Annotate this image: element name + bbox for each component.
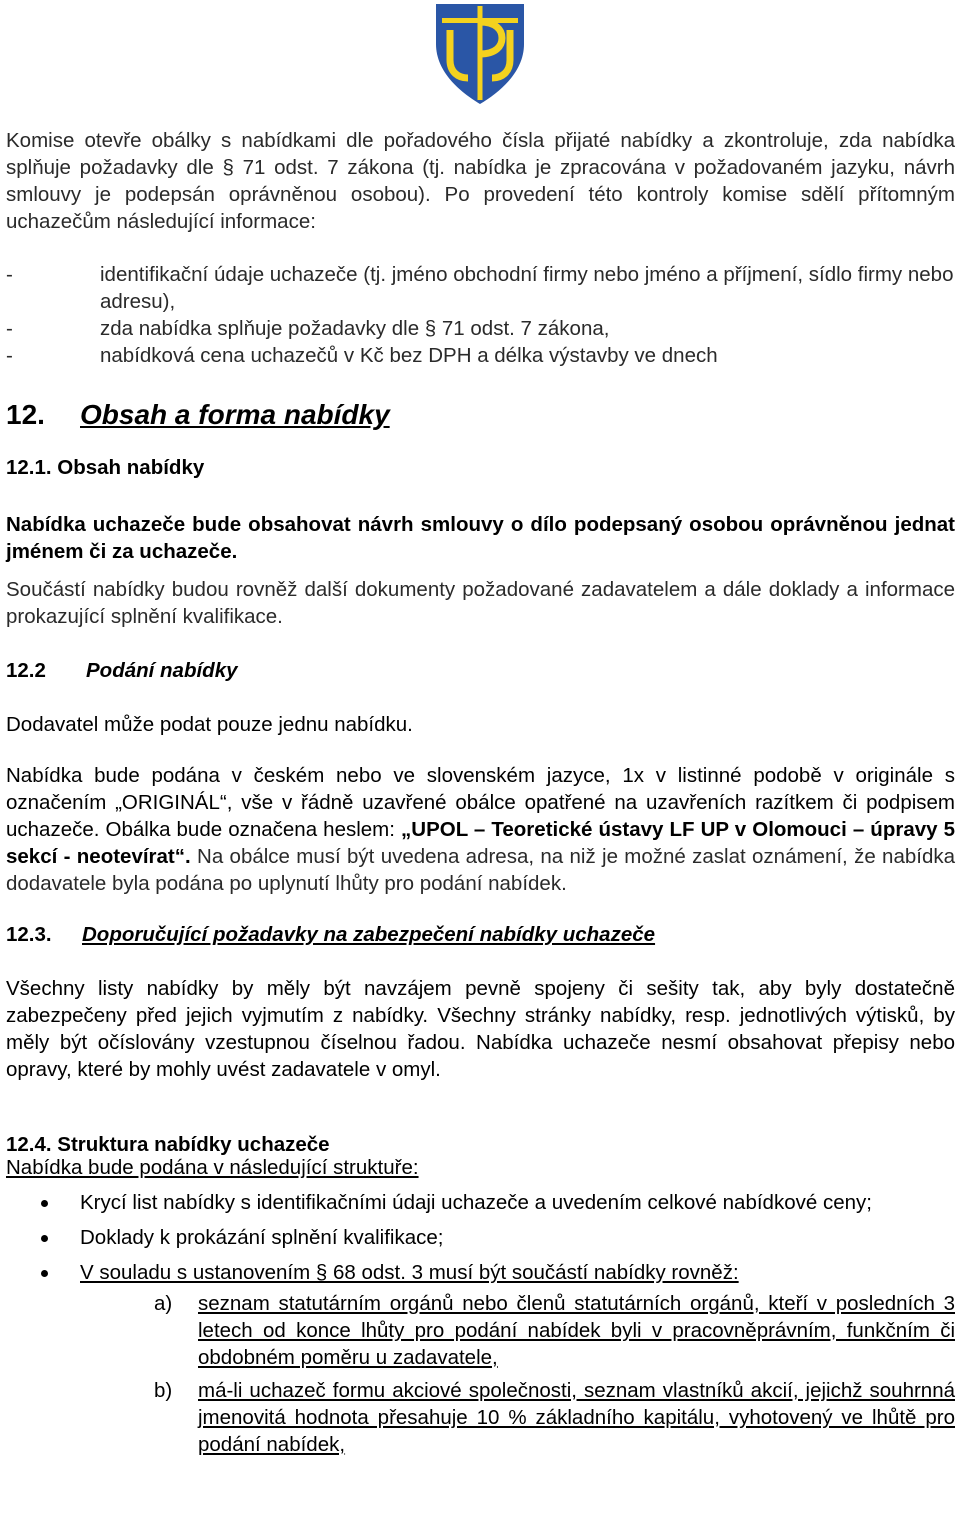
- intro-line-3: v požadovaném jazyku, návrh smlouvy je podepsán oprávněnou osobou). Po provedení této: [6, 156, 955, 206]
- bullet-icon: [41, 1270, 48, 1277]
- one-offer-paragraph: Dodavatel může podat pouze jednu nabídku.: [6, 713, 413, 736]
- list-item-text: zda nabídka splňuje požadavky dle § 71 odst. 7 zákona,: [100, 317, 610, 340]
- section-number: 12.: [6, 399, 45, 430]
- list-item: Krycí list nabídky s identifikačními údaji uchazeče a uvedením celkové nabídkové ceny;: [6, 1189, 955, 1216]
- section-12-4-heading: 12.4. Struktura nabídky uchazeče: [6, 1133, 330, 1156]
- bullet-icon: [41, 1235, 48, 1242]
- university-logo-icon: [430, 0, 530, 106]
- section-12-1-heading: 12.1. Obsah nabídky: [6, 456, 205, 479]
- info-dash-list: [6, 261, 955, 369]
- section-12-3-heading: 12.3. Doporučující požadavky na zabezpečení nabídky uchazeče: [6, 923, 656, 946]
- list-item: Doklady k prokázání splnění kvalifikace;: [6, 1224, 955, 1251]
- structure-intro: Nabídka bude podána v následující struktuře:: [6, 1156, 419, 1179]
- intro-paragraph: [6, 127, 955, 235]
- sub-item-list: [6, 1290, 955, 1458]
- bullet-icon: [41, 1200, 48, 1207]
- list-item: b) má-li uchazeč formu akciové společnosti, seznam vlastníků akcií, jejichž souhrnná jmenovitá hodnota přesahuje 10 % základního kapitálu, vyhotovený ve lhůtě pro podání nabídek,: [154, 1379, 955, 1456]
- structure-bullet-list: [6, 1189, 955, 1286]
- list-item-text: nabídková cena uchazečů v Kč bez DPH a délka výstavby ve dnech: [100, 344, 718, 367]
- intro-line-4: kontroly komise sdělí přítomným uchazečům následující informace:: [6, 183, 955, 233]
- list-item-text: identifikační údaje uchazeče (tj. jméno obchodní firmy nebo jméno a příjmení, sídlo firmy nebo adresu),: [100, 263, 954, 313]
- document-body: [6, 127, 955, 1458]
- intro-line-1: Komise otevře obálky s nabídkami dle pořadového čísla přijaté nabídky a zkontroluje, zda: [6, 129, 872, 152]
- security-paragraph: Všechny listy nabídky by měly být navzájem pevně spojeny či sešity tak, aby byly dostatečně zabezpečeny před jejich vyjmutím z nabídky. Všechny stránky nabídky, resp. jednotlivých výtisků, by měly být očíslovány vzestupnou číselnou řadou. Nabídka uchazeče nesmí obsahovat přepisy nebo opravy, které by mohly uvést zadavatele v omyl.: [6, 977, 955, 1081]
- envelope-motto: „UPOL – Teoretické ústavy LF UP v Olomouci – úpravy 5 sekcí - neotevírat“.: [6, 818, 955, 868]
- section-title: Obsah a forma nabídky: [80, 399, 390, 430]
- section-12-heading: [6, 397, 955, 433]
- list-item: V souladu s ustanovením § 68 odst. 3 musí být součástí nabídky rovněž:: [6, 1259, 955, 1286]
- offer-content-paragraph: Součástí nabídky budou rovněž další dokumenty požadované zadavatelem a dále doklady a informace prokazující splnění kvalifikace.: [6, 578, 955, 628]
- section-12-2-heading: 12.2 Podání nabídky: [6, 659, 238, 682]
- intro-line-2: nabídka splňuje požadavky dle § 71 odst. 7 zákona (tj. nabídka je zpracována: [6, 129, 956, 179]
- offer-content-bold-paragraph: Nabídka uchazeče bude obsahovat návrh smlouvy o dílo podepsaný osobou oprávněnou jednat jménem či za uchazeče.: [6, 513, 955, 563]
- list-item: - nabídková cena uchazečů v Kč bez DPH a délka výstavby ve dnech: [6, 344, 718, 367]
- list-item: - zda nabídka splňuje požadavky dle § 71 odst. 7 zákona,: [6, 317, 610, 340]
- submission-paragraph: Nabídka bude podána v českém nebo ve slovenském jazyce, 1x v listinné podobě v originále s označením „ORIGINÁL“, vše v řádně uzavřené obálce opatřené na uzavřeních razítkem či podpisem uchazeče. Obálka bude označena heslem: „UPOL – Teoretické ústavy LF UP v Olomouci – úpravy 5 sekcí - neotevírat“. Na obálce musí být uvedena adresa, na niž je možné zaslat oznámení, že nabídka dodavatele byla podána po uplynutí lhůty pro podání nabídek.: [6, 764, 955, 895]
- list-item: - identifikační údaje uchazeče (tj. jméno obchodní firmy nebo jméno a příjmení, sídlo firmy nebo adresu),: [6, 263, 954, 313]
- list-item: a) seznam statutárním orgánů nebo členů statutárních orgánů, kteří v posledních 3 letech od konce lhůty pro podání nabídek byli v pracovněprávním, funkčním či obdobném poměru u zadavatele,: [154, 1292, 955, 1369]
